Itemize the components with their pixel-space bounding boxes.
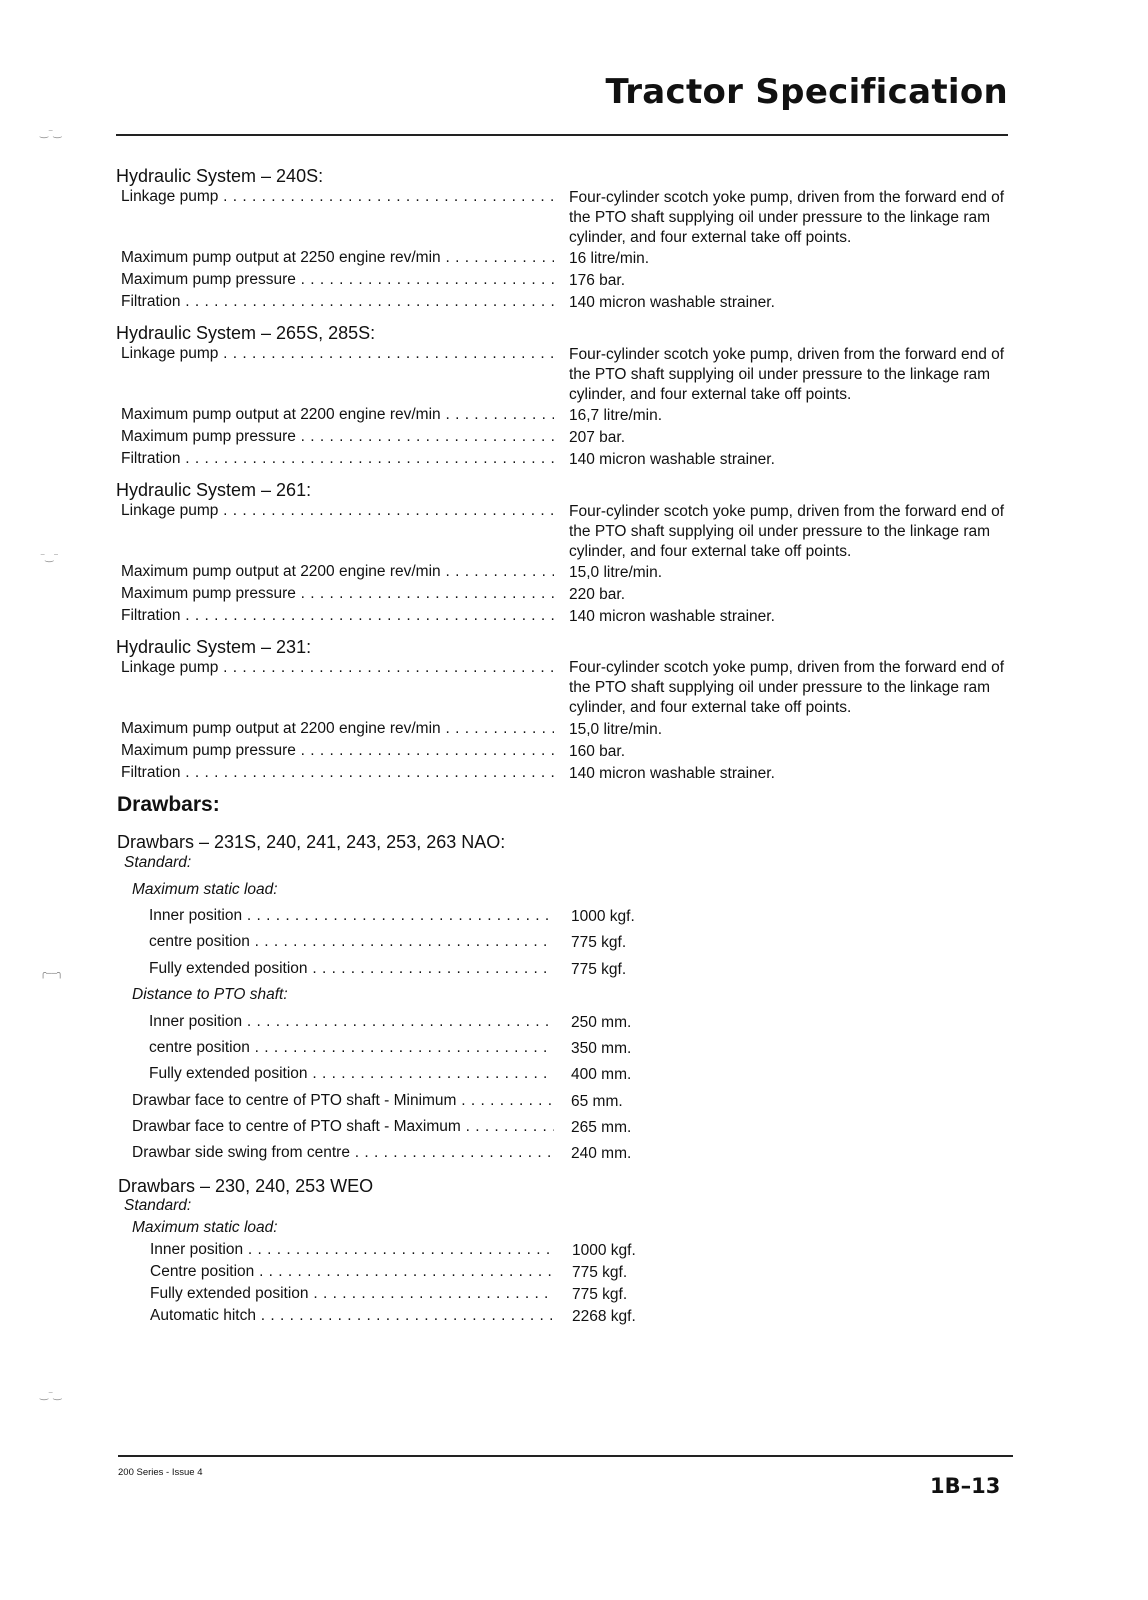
spec-label: Inner position . . . bbox=[149, 1013, 554, 1031]
spec-label: Linkage pump . . . bbox=[121, 502, 554, 520]
standard-label: Standard: bbox=[124, 854, 192, 871]
section-heading-231: Hydraulic System – 231: bbox=[116, 637, 312, 657]
spec-label: Maximum pump output at 2200 engine rev/min . . . bbox=[121, 563, 554, 581]
drawbars-heading: Drawbars: bbox=[117, 793, 220, 816]
spec-label: Maximum pump pressure . . . bbox=[121, 742, 554, 760]
spec-label: Filtration . . . bbox=[121, 293, 554, 311]
spec-label: Maximum pump pressure . . . bbox=[121, 428, 554, 446]
spec-label: Drawbar face to centre of PTO shaft - Minimum . . . bbox=[132, 1092, 554, 1110]
spec-label: centre position . . . bbox=[149, 933, 554, 951]
spec-label: Maximum pump output at 2200 engine rev/min . . . bbox=[121, 720, 554, 738]
spec-value: 15,0 litre/min. bbox=[569, 721, 663, 738]
spec-value: 265 mm. bbox=[571, 1119, 632, 1136]
spec-label: Linkage pump . . . bbox=[121, 188, 554, 206]
spec-label: Maximum pump output at 2200 engine rev/min . . . bbox=[121, 406, 554, 424]
spec-label: Inner position . . . bbox=[150, 1241, 554, 1259]
spec-value: 207 bar. bbox=[569, 429, 626, 446]
spec-value: 160 bar. bbox=[569, 743, 626, 760]
spec-label: Filtration . . . bbox=[121, 607, 554, 625]
spec-value: 350 mm. bbox=[571, 1040, 632, 1057]
section-heading-265s-285s: Hydraulic System – 265S, 285S: bbox=[116, 323, 376, 343]
max-static-load-label: Maximum static load: bbox=[132, 881, 278, 898]
spec-value: 240 mm. bbox=[571, 1145, 632, 1162]
spec-value: 176 bar. bbox=[569, 272, 626, 289]
spec-value: 16 litre/min. bbox=[569, 250, 650, 267]
spec-label: Linkage pump . . . bbox=[121, 659, 554, 677]
spec-label: Maximum pump output at 2250 engine rev/min . . . bbox=[121, 249, 554, 267]
spec-label: Maximum pump pressure . . . bbox=[121, 271, 554, 289]
spec-value: 15,0 litre/min. bbox=[569, 564, 663, 581]
spec-label: Filtration . . . bbox=[121, 450, 554, 468]
spec-value: Four-cylinder scotch yoke pump, driven from the forward end of the PTO shaft supplying oil under pressure to the linkage ram cylinder, and four external take off points. bbox=[569, 189, 1005, 246]
spec-value: 140 micron washable strainer. bbox=[569, 451, 775, 468]
spec-value: 220 bar. bbox=[569, 586, 626, 603]
spec-value: 140 micron washable strainer. bbox=[569, 765, 775, 782]
spec-value: Four-cylinder scotch yoke pump, driven from the forward end of the PTO shaft supplying oil under pressure to the linkage ram cylinder, and four external take off points. bbox=[569, 659, 1005, 716]
spec-value: 140 micron washable strainer. bbox=[569, 608, 775, 625]
spec-value: Four-cylinder scotch yoke pump, driven from the forward end of the PTO shaft supplying oil under pressure to the linkage ram cylinder, and four external take off points. bbox=[569, 503, 1005, 560]
spec-label: Filtration . . . bbox=[121, 764, 554, 782]
spec-label: Automatic hitch . . . bbox=[150, 1307, 554, 1325]
header-rule bbox=[116, 134, 1008, 136]
drawbars-group1-heading: Drawbars – 231S, 240, 241, 243, 253, 263 NAO: bbox=[117, 832, 506, 852]
drawbars-group2-heading: Drawbars – 230, 240, 253 WEO bbox=[118, 1176, 374, 1196]
spec-value: 65 mm. bbox=[571, 1093, 623, 1110]
spec-label: centre position . . . bbox=[149, 1039, 554, 1057]
scan-mark: ‿⁻‿ bbox=[40, 1390, 62, 1401]
max-static-load-label: Maximum static load: bbox=[132, 1219, 278, 1236]
spec-label: Centre position . . . bbox=[150, 1263, 554, 1281]
scan-mark: ‿⁻‿ bbox=[40, 128, 62, 139]
spec-value: Four-cylinder scotch yoke pump, driven from the forward end of the PTO shaft supplying oil under pressure to the linkage ram cylinder, and four external take off points. bbox=[569, 346, 1005, 403]
spec-value: 16,7 litre/min. bbox=[569, 407, 663, 424]
distance-to-pto-label: Distance to PTO shaft: bbox=[132, 986, 288, 1003]
spec-label: Drawbar face to centre of PTO shaft - Maximum . . . bbox=[132, 1118, 554, 1136]
spec-label: Inner position . . . bbox=[149, 907, 554, 925]
spec-value: 2268 kgf. bbox=[572, 1308, 636, 1325]
spec-label: Fully extended position . . . bbox=[149, 1065, 554, 1083]
spec-value: 140 micron washable strainer. bbox=[569, 294, 775, 311]
section-heading-240s: Hydraulic System – 240S: bbox=[116, 166, 324, 186]
spec-value: 1000 kgf. bbox=[572, 1242, 636, 1259]
spec-value: 250 mm. bbox=[571, 1014, 632, 1031]
spec-label: Linkage pump . . . bbox=[121, 345, 554, 363]
spec-value: 400 mm. bbox=[571, 1066, 632, 1083]
footer-rule bbox=[118, 1455, 1013, 1457]
page-title: Tractor Specification bbox=[605, 72, 1008, 112]
spec-label: Drawbar side swing from centre . . . bbox=[132, 1144, 554, 1162]
standard-label: Standard: bbox=[124, 1197, 192, 1214]
scan-mark: ⁻‿⁻ bbox=[40, 552, 59, 563]
spec-value: 1000 kgf. bbox=[571, 908, 635, 925]
scan-mark: ╭‒‒╮ bbox=[40, 968, 64, 979]
page-number: 1B–13 bbox=[930, 1474, 1001, 1498]
spec-label: Fully extended position . . . bbox=[149, 960, 554, 978]
spec-value: 775 kgf. bbox=[572, 1286, 628, 1303]
spec-value: 775 kgf. bbox=[572, 1264, 628, 1281]
spec-value: 775 kgf. bbox=[571, 934, 627, 951]
spec-label: Fully extended position . . . bbox=[150, 1285, 554, 1303]
spec-value: 775 kgf. bbox=[571, 961, 627, 978]
section-heading-261: Hydraulic System – 261: bbox=[116, 480, 312, 500]
spec-label: Maximum pump pressure . . . bbox=[121, 585, 554, 603]
footer-series: 200 Series - Issue 4 bbox=[118, 1467, 203, 1478]
